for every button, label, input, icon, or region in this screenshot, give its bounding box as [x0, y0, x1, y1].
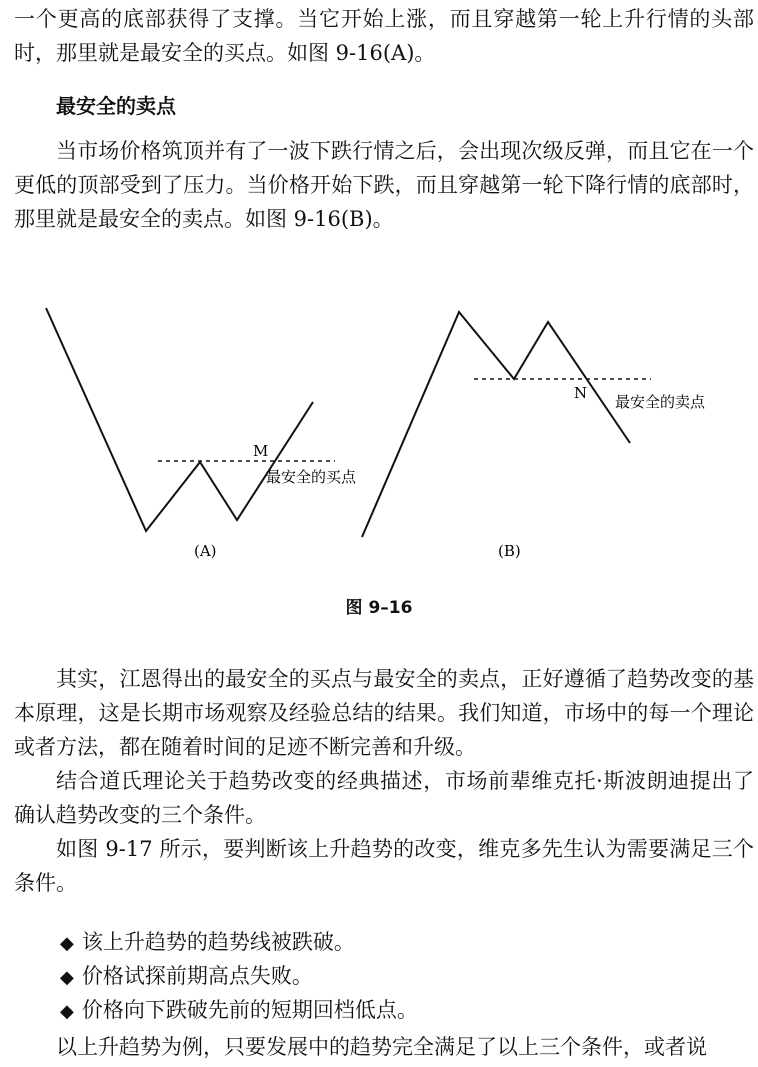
panel-a-price-line	[46, 308, 313, 531]
paragraph-gann-principle: 其实，江恩得出的最安全的买点与最安全的卖点，正好遵循了趋势改变的基本原理，这是长期市场观察及经验总结的结果。我们知道，市场中的每一个理论或者方法，都在随着时间的足迹不断完善和升级。	[14, 667, 754, 759]
panel-a-annotation: 最安全的买点	[266, 468, 357, 486]
bullet-item-3	[60, 993, 418, 1029]
paragraph-dow-theory: 结合道氏理论关于趋势改变的经典描述，市场前辈维克托·斯波朗迪提出了确认趋势改变的三个条件。	[14, 769, 754, 827]
paragraph-three-conditions: 如图 9-17 所示，要判断该上升趋势的改变，维克多先生认为需要满足三个条件。	[14, 837, 754, 895]
panel-b-price-line	[362, 312, 630, 537]
bullet-diamond-icon: ◆	[60, 933, 74, 954]
paragraph-uptrend-example: 以上升趋势为例，只要发展中的趋势完全满足了以上三个条件，或者说	[56, 1035, 707, 1059]
bullet-text: 价格试探前期高点失败。	[81, 964, 313, 988]
paragraph-sell-point: 当市场价格筑顶并有了一波下跌行情之后，会出现次级反弹，而且它在一个更低的顶部受到了压力。当价格开始下跌，而且穿越第一轮下降行情的底部时，那里就是最安全的卖点。如图 9-16(B)。	[14, 139, 754, 231]
panel-a-label: (A)	[194, 542, 217, 560]
panel-b-point-n: N	[574, 384, 588, 402]
bullet-text: 该上升趋势的趋势线被跌破。	[81, 930, 355, 954]
bullet-item-1	[60, 925, 355, 961]
paragraph-buy-point: 一个更高的底部获得了支撑。当它开始上涨，而且穿越第一轮上升行情的头部时，那里就是最安全的买点。如图 9-16(A)。	[14, 7, 754, 65]
bullet-text: 价格向下跌破先前的短期回档低点。	[81, 998, 418, 1022]
section-heading-sell-point: 最安全的卖点	[56, 94, 176, 118]
bullet-diamond-icon: ◆	[60, 967, 74, 988]
figure-9-16	[0, 290, 758, 620]
panel-a-point-m: M	[253, 442, 269, 460]
panel-b-label: (B)	[498, 542, 521, 560]
bullet-item-2	[60, 959, 313, 995]
figure-caption: 图 9–16	[345, 598, 413, 618]
bullet-diamond-icon: ◆	[60, 1001, 74, 1022]
panel-b-annotation: 最安全的卖点	[615, 393, 706, 411]
